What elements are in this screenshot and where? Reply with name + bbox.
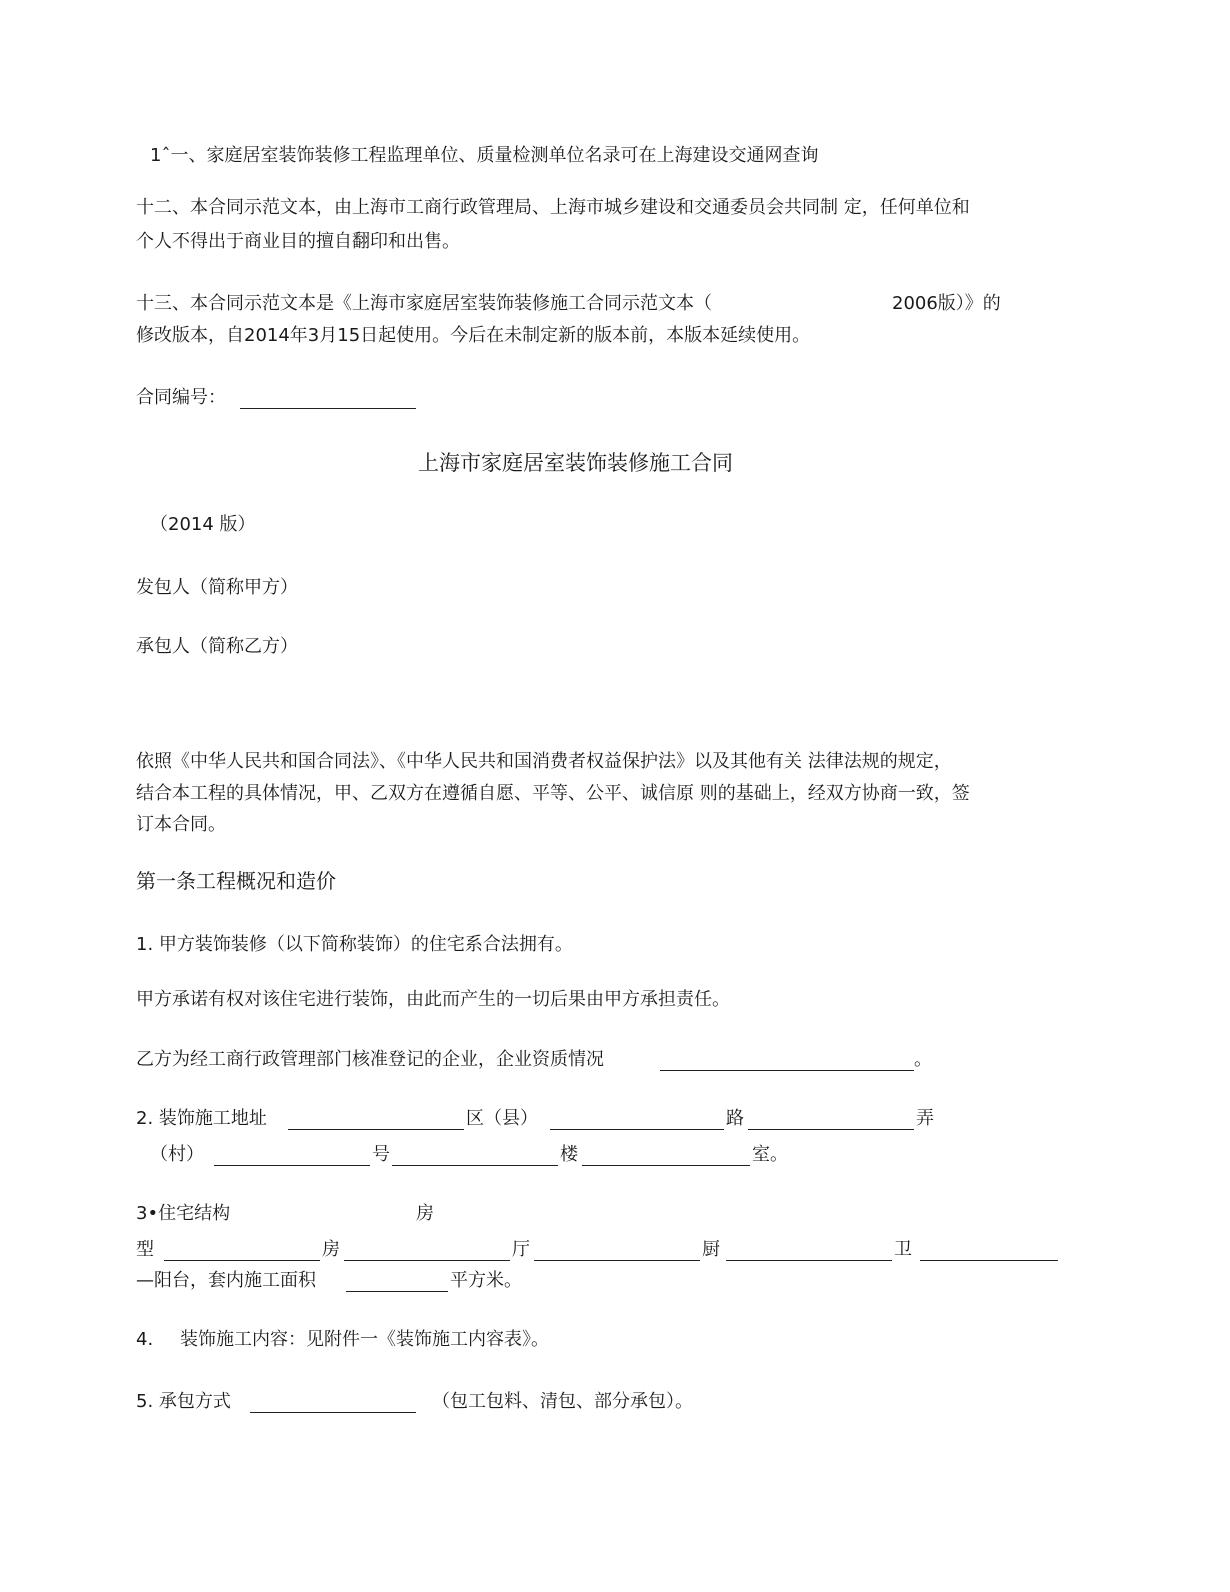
contract-mode-options: （包工包料、清包、部分承包）。: [432, 1391, 693, 1412]
note-12-line2: 个人不得出于商业目的擅自翻印和出售。: [136, 231, 460, 252]
address-building-field[interactable]: [582, 1149, 750, 1166]
edition-label: （2014 版）: [150, 514, 256, 535]
note-12-line1: 十二、本合同示范文本，由上海市工商行政管理局、上海市城乡建设和交通委员会共同制 定，任何单位和: [136, 197, 970, 218]
contract-mode-label: 5. 承包方式: [136, 1391, 231, 1412]
kitchen-field[interactable]: [726, 1244, 892, 1261]
rooms-label: 房: [322, 1239, 340, 1260]
address-road-label: 路: [726, 1108, 744, 1129]
note-11: 1ˆ一、家庭居室装饰装修工程监理单位、质量检测单位名录可在上海建设交通网查询: [150, 145, 819, 166]
structure-house-label: 房: [416, 1203, 434, 1224]
note-13-line1a: 十三、本合同示范文本是《上海市家庭居室装饰装修施工合同示范文本（: [136, 293, 712, 314]
article1-item4: 装饰施工内容：见附件一《装饰施工内容表》。: [180, 1329, 549, 1350]
bathroom-label: 卫: [894, 1239, 912, 1260]
note-13-line1b: 2006版）》的: [892, 293, 1001, 314]
qualification-field[interactable]: [660, 1054, 914, 1071]
type-label: 型: [136, 1239, 154, 1260]
preamble-line3: 订本合同。: [136, 814, 226, 835]
kitchen-label: 厨: [702, 1239, 720, 1260]
address-building-label: 楼: [560, 1144, 578, 1165]
contract-mode-field[interactable]: [250, 1396, 416, 1413]
address-village-field[interactable]: [214, 1149, 370, 1166]
contract-title: 上海市家庭居室装饰装修施工合同: [418, 451, 733, 475]
bathroom-field[interactable]: [920, 1244, 1058, 1261]
halls-label: 厅: [512, 1239, 530, 1260]
address-label: 2. 装饰施工地址: [136, 1108, 267, 1129]
halls-field[interactable]: [534, 1244, 700, 1261]
article1-item4-number: 4.: [136, 1329, 154, 1350]
address-lane-label: 弄: [916, 1108, 934, 1129]
address-lane-field[interactable]: [748, 1113, 914, 1130]
contract-number-label: 合同编号：: [136, 387, 226, 408]
qualification-period: 。: [914, 1049, 932, 1070]
party-b-label: 承包人（简称乙方）: [136, 636, 298, 657]
area-field[interactable]: [346, 1275, 448, 1292]
balcony-label: —阳台，套内施工面积: [136, 1270, 316, 1291]
address-district-field[interactable]: [288, 1113, 464, 1130]
structure-label: 3•住宅结构: [136, 1203, 231, 1224]
type-field[interactable]: [164, 1244, 320, 1261]
note-13-line2: 修改版本，自2014年3月15日起使用。今后在未制定新的版本前，本版本延续使用。: [136, 325, 811, 346]
article1-item1: 1. 甲方装饰装修（以下简称装饰）的住宅系合法拥有。: [136, 934, 573, 955]
rooms-field[interactable]: [344, 1244, 510, 1261]
area-unit: 平方米。: [450, 1270, 522, 1291]
party-a-label: 发包人（简称甲方）: [136, 577, 298, 598]
address-number-label: 号: [372, 1144, 390, 1165]
article1-heading: 第一条工程概况和造价: [136, 869, 336, 893]
preamble-line1: 依照《中华人民共和国合同法》、《中华人民共和国消费者权益保护法》以及其他有关 法律法规的规定，: [136, 751, 952, 772]
address-district-label: 区（县）: [466, 1108, 538, 1129]
article1-commitment: 甲方承诺有权对该住宅进行装饰，由此而产生的一切后果由甲方承担责任。: [136, 989, 730, 1010]
qualification-label: 乙方为经工商行政管理部门核准登记的企业，企业资质情况: [136, 1049, 604, 1070]
preamble-line2: 结合本工程的具体情况，甲、乙双方在遵循自愿、平等、公平、诚信原 则的基础上，经双方协商一致，签: [136, 783, 970, 804]
address-village-label: （村）: [150, 1144, 204, 1165]
address-number-field[interactable]: [392, 1149, 558, 1166]
contract-number-field[interactable]: [240, 392, 416, 409]
address-road-field[interactable]: [550, 1113, 724, 1130]
address-room-label: 室。: [752, 1144, 788, 1165]
